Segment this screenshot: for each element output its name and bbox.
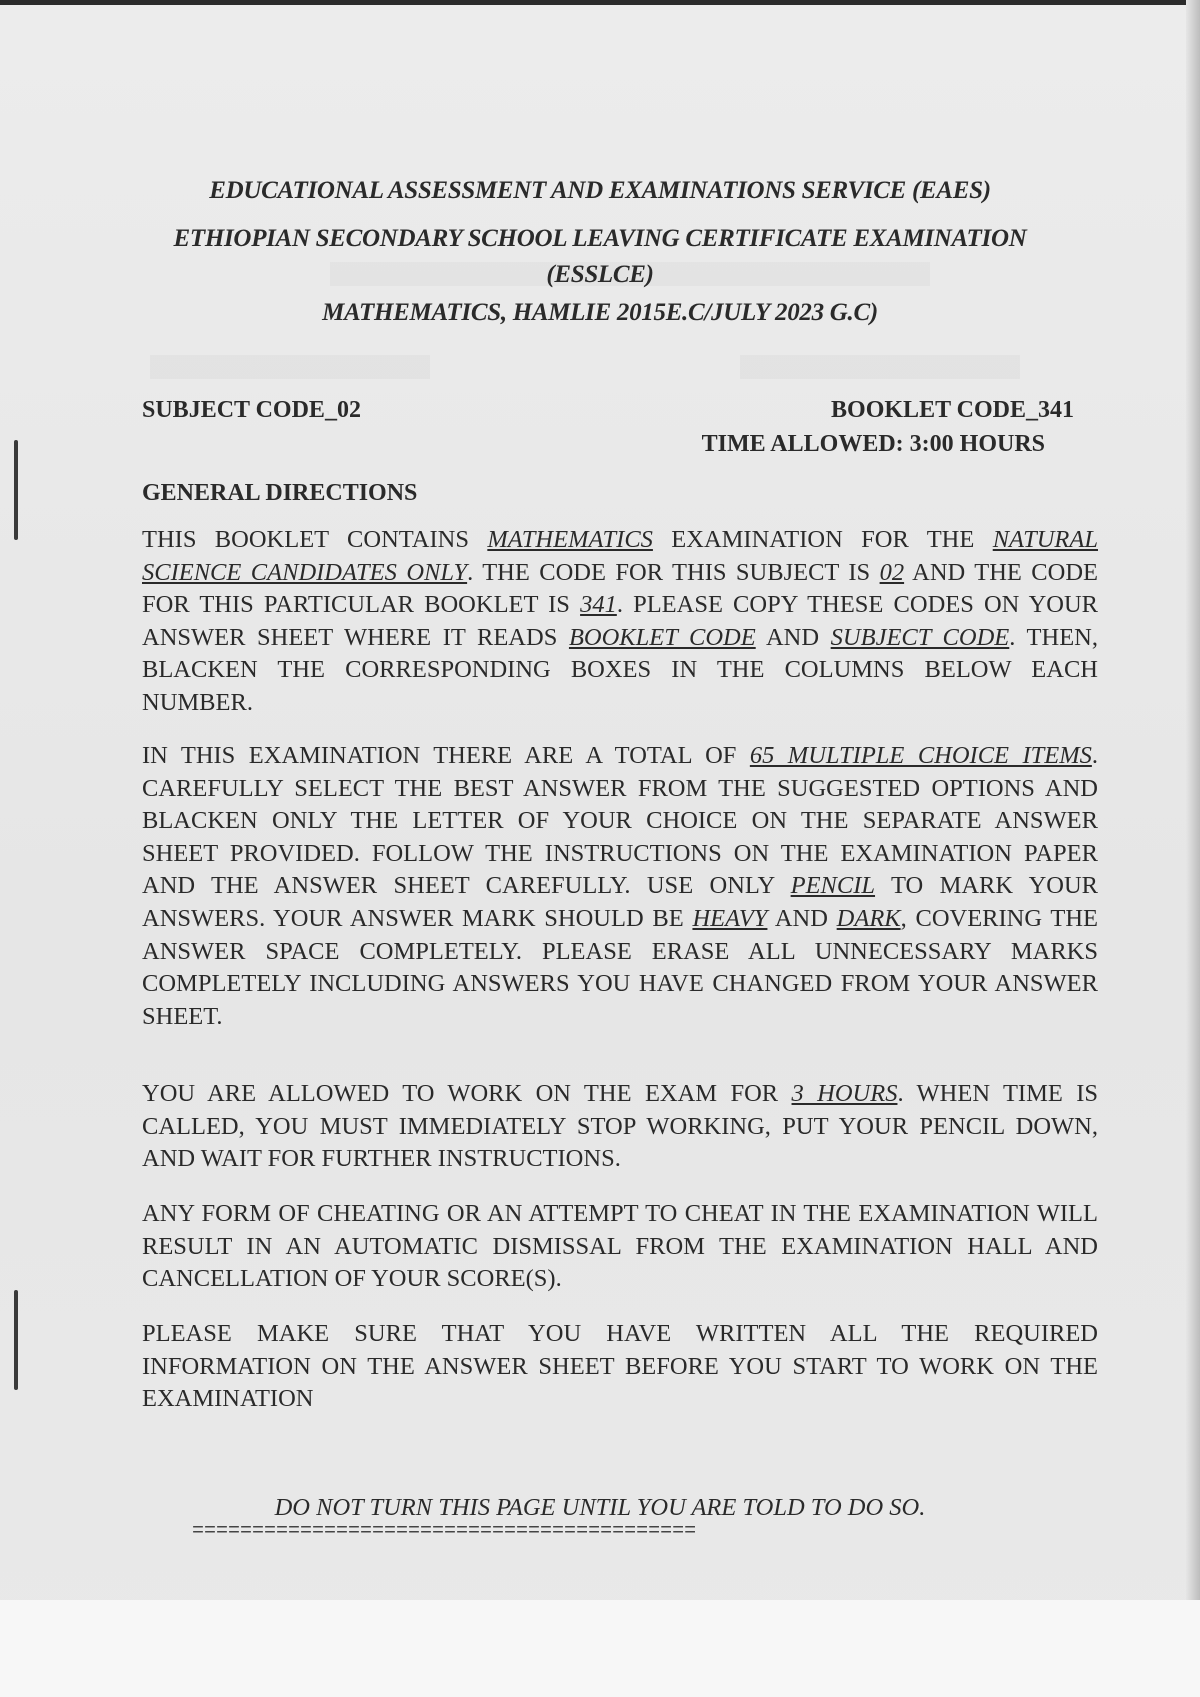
exam-name: ETHIOPIAN SECONDARY SCHOOL LEAVING CERTIFICATE EXAMINATION (173, 225, 1027, 252)
exam-subject-date: MATHEMATICS, HAMLIE 2015E.C/JULY 2023 G.C) (322, 299, 878, 326)
emphasized-term: 341 (580, 591, 617, 619)
paragraph-text: AND (755, 623, 831, 651)
paragraph-text: . THE CODE FOR THIS SUBJECT IS (467, 558, 880, 586)
direction-paragraph-1 (142, 524, 1098, 720)
direction-paragraph-3 (142, 1078, 1098, 1176)
direction-paragraph-2 (142, 740, 1098, 1033)
subject-code: SUBJECT CODE_02 (142, 397, 361, 423)
time-allowed: TIME ALLOWED: 3:00 HOURS (701, 431, 1045, 457)
emphasized-term: DARK (836, 904, 901, 932)
general-directions-title: GENERAL DIRECTIONS (142, 480, 418, 506)
show-through-band (740, 355, 1020, 379)
scan-top-edge (0, 0, 1200, 5)
exam-abbreviation: (ESSLCE) (546, 261, 654, 288)
scan-bottom-margin (0, 1600, 1200, 1697)
paragraph-text: IN THIS EXAMINATION THERE ARE A TOTAL OF (142, 742, 750, 769)
paragraph-text: AND THE CODE FOR THIS PARTICULAR BOOKLET IS (142, 558, 1098, 619)
emphasized-term: BOOKLET CODE (568, 623, 756, 651)
emphasized-term: MATHEMATICS (487, 526, 653, 553)
paragraph-text: . WHEN TIME IS CALLED, YOU MUST IMMEDIATELY STOP WORKING, PUT YOUR PENCIL DOWN, AND WAIT FOR FURTHER INSTRUCTIONS. (142, 1080, 1099, 1173)
show-through-band (150, 355, 430, 379)
paragraph-text: . PLEASE COPY THESE CODES ON YOUR ANSWER SHEET WHERE IT READS (142, 591, 1099, 651)
paragraph-text: TO MARK YOUR ANSWERS. YOUR ANSWER MARK SHOULD BE (142, 872, 1098, 932)
paragraph-text: PLEASE MAKE SURE THAT YOU HAVE WRITTEN ALL THE REQUIRED INFORMATION ON THE ANSWER SHEET BEFORE YOU START TO WORK ON THE EXAMINATION (142, 1320, 1098, 1413)
paragraph-text: ANY FORM OF CHEATING OR AN ATTEMPT TO CHEAT IN THE EXAMINATION WILL RESULT IN AN AUTOMATIC DISMISSAL FROM THE EXAMINATION HALL AND CANCELLATION OF YOUR SCORE(S). (142, 1200, 1098, 1293)
scan-right-edge (1186, 0, 1200, 1697)
emphasized-term: PENCIL (790, 872, 876, 900)
paragraph-text: YOU ARE ALLOWED TO WORK ON THE EXAM FOR (142, 1080, 792, 1107)
binding-mark-lower (14, 1290, 18, 1390)
emphasized-term: HEAVY (692, 904, 768, 932)
issuing-authority: EDUCATIONAL ASSESSMENT AND EXAMINATIONS SERVICE (EAES) (209, 177, 991, 204)
paragraph-text: EXAMINATION FOR THE (652, 526, 993, 553)
do-not-turn-notice: DO NOT TURN THIS PAGE UNTIL YOU ARE TOLD TO DO SO. (274, 1494, 926, 1521)
booklet-code: BOOKLET CODE_341 (831, 397, 1074, 423)
emphasized-term: SUBJECT CODE (830, 623, 1010, 651)
paragraph-text: , COVERING THE ANSWER SPACE COMPLETELY. PLEASE ERASE ALL UNNECESSARY MARKS COMPLETELY INCLUDING ANSWERS YOU HAVE CHANGED FROM YOUR ANSWER SHEET. (142, 904, 1098, 1030)
emphasized-term: 65 MULTIPLE CHOICE ITEMS (749, 742, 1092, 769)
paragraph-text: . THEN, BLACKEN THE CORRESPONDING BOXES IN THE COLUMNS BELOW EACH NUMBER. (142, 623, 1099, 716)
direction-paragraph-5 (142, 1318, 1098, 1416)
emphasized-term: NATURAL SCIENCE CANDIDATES ONLY (142, 526, 1098, 586)
direction-paragraph-4 (142, 1198, 1098, 1296)
emphasized-term: 3 HOURS (791, 1080, 898, 1107)
paragraph-text: AND (767, 904, 837, 932)
paragraph-text: THIS BOOKLET CONTAINS (142, 526, 488, 553)
binding-mark-upper (14, 440, 18, 540)
footer-rule: ========================================== (192, 1522, 697, 1542)
emphasized-term: 02 (879, 558, 905, 586)
paragraph-text: . CAREFULLY SELECT THE BEST ANSWER FROM THE SUGGESTED OPTIONS AND BLACKEN ONLY THE LETTER OF YOUR CHOICE ON THE SEPARATE ANSWER SHEET PROVIDED. FOLLOW THE INSTRUCTIONS ON THE EXAMINATION PAPER AND THE ANSWER SHEET CAREFULLY. USE ONLY (142, 742, 1098, 900)
